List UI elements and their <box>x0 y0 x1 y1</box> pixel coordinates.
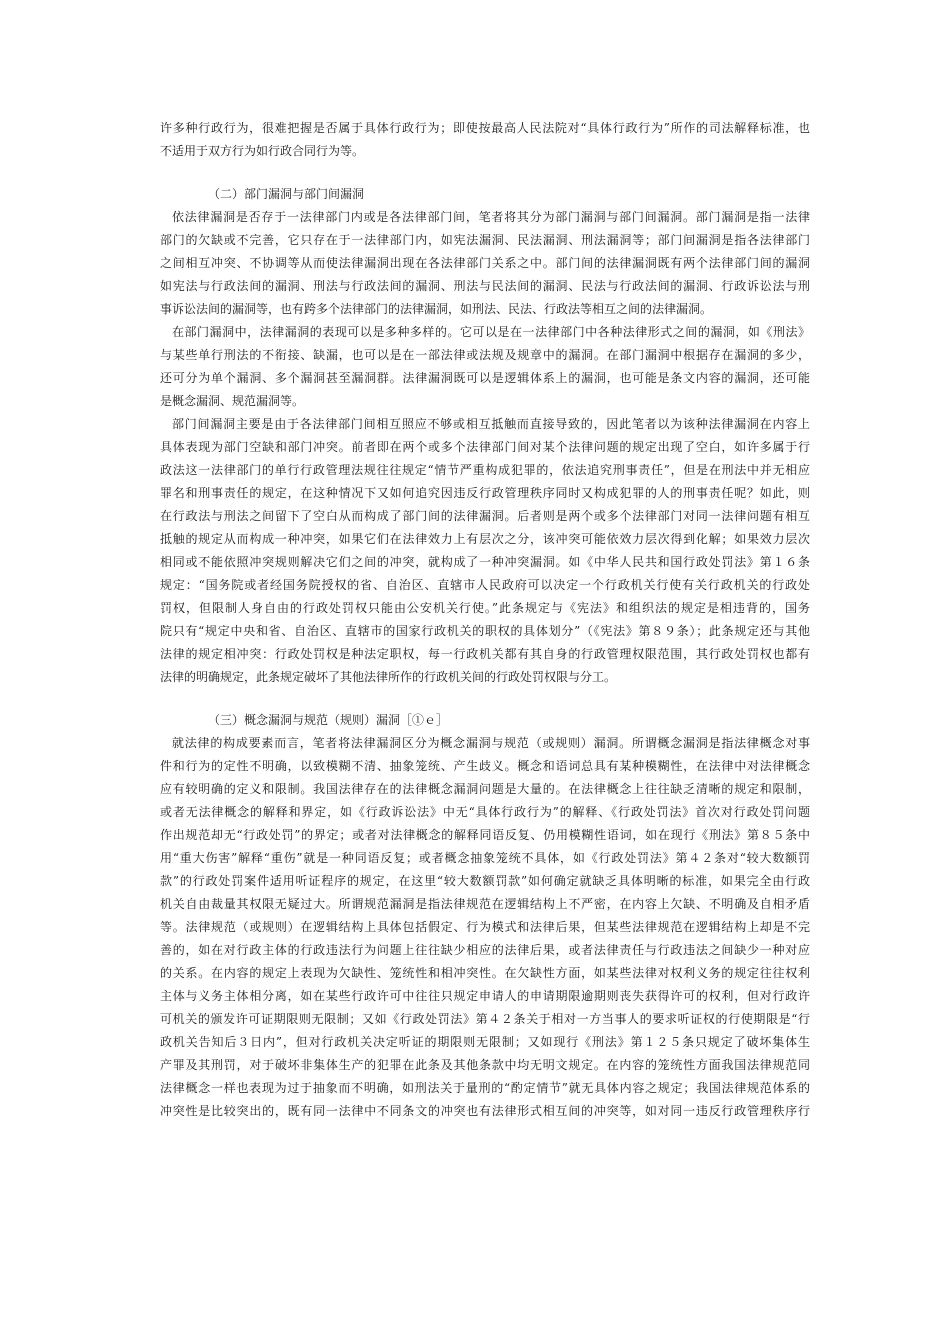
paragraph <box>160 206 810 321</box>
text-line: 部门间漏洞主要是由于各法律部门间相互照应不够或相互抵触而直接导致的，因此笔者以为该种法律漏洞在内容上 <box>172 417 810 431</box>
document-body <box>160 117 810 1123</box>
text-line: 相同或不能依照冲突规则解决它们之间的冲突，就构成了一种冲突漏洞。如《中华人民共和国行政处罚法》第１６条 <box>160 555 810 569</box>
text-line: 依法律漏洞是否存于一法律部门内或是各法律部门间，笔者将其分为部门漏洞与部门间漏洞。部门漏洞是指一法律 <box>172 210 810 224</box>
text-line: 在部门漏洞中，法律漏洞的表现可以是多种多样的。它可以是在一法律部门中各种法律形式之间的漏洞，如《刑法》 <box>172 325 810 339</box>
text-line: 等。法律规范（或规则）在逻辑结构上具体包括假定、行为模式和法律后果，但某些法律规范在逻辑结构上却是不完 <box>160 920 810 934</box>
text-line: 法律的规定相冲突：行政处罚权是种法定职权，每一行政机关都有其自身的行政管理权限范围，其行政处罚权也都有 <box>160 647 810 661</box>
text-line: 产罪及其刑罚，对于破坏非集体生产的犯罪在此条及其他条款中均无明文规定。在内容的笼统性方面我国法律规范同 <box>160 1058 810 1072</box>
text-line: 不适用于双方行为如行政合同行为等。 <box>160 144 365 158</box>
text-line: 院只有“规定中央和省、自治区、直辖市的国家行政机关的职权的具体划分”（《宪法》第８９条）；此条规定还与其他 <box>160 624 810 638</box>
text-line: 具体表现为部门空缺和部门冲突。前者即在两个或多个法律部门间对某个法律问题的规定出现了空白，如许多属于行 <box>160 440 810 454</box>
text-line: 罪名和刑事责任的规定，在这种情况下又如何追究因违反行政管理秩序同时又构成犯罪的人的刑事责任呢？如此，则 <box>160 486 810 500</box>
text-line: 政机关告知后３日内”，但对行政机关决定听证的期限则无限制；又如现行《刑法》第１２５条只规定了破坏集体生 <box>160 1035 810 1049</box>
text-line: 还可分为单个漏洞、多个漏洞甚至漏洞群。法律漏洞既可以是逻辑体系上的漏洞，也可能是条文内容的漏洞，还可能 <box>160 371 810 385</box>
text-line: 机关自由裁量其权限无疑过大。所谓规范漏洞是指法律规范在逻辑结构上不严密，在内容上欠缺、不明确及自相矛盾 <box>160 897 810 911</box>
section-heading: （三）概念漏洞与规范（规则）漏洞［①ｅ］ <box>208 713 449 727</box>
text-line: 善的，如在对行政主体的行政违法行为问题上往往缺少相应的法律后果，或者法律责任与行政违法之间缺少一种对应 <box>160 943 810 957</box>
text-line: 作出规范却无“行政处罚”的界定；或者对法律概念的解释同语反复、仍用模糊性语词，如在现行《刑法》第８５条中 <box>160 828 810 842</box>
paragraph <box>160 321 810 413</box>
text-line: 是概念漏洞、规范漏洞等。 <box>160 394 305 408</box>
text-line: 款”的行政处罚案件适用听证程序的规定，在这里“较大数额罚款”如何确定就缺乏具体明晰的标准，如果完全由行政 <box>160 874 810 888</box>
text-line: 应有较明确的定义和限制。我国法律存在的法律概念漏洞问题是大量的。在法律概念上往往缺乏清晰的规定和限制， <box>160 782 810 796</box>
text-line: 事诉讼法间的漏洞等，也有跨多个法律部门的法律漏洞，如刑法、民法、行政法等相互之间的法律漏洞。 <box>160 302 713 316</box>
text-line: 用“重大伤害”解释“重伤”就是一种同语反复；或者概念抽象笼统不具体，如《行政处罚法》第４２条对“较大数额罚 <box>160 851 810 865</box>
text-line: 之间相互冲突、不协调等从而使法律漏洞出现在各法律部门关系之中。部门间的法律漏洞既有两个法律部门间的漏洞 <box>160 256 810 270</box>
text-line: 主体与义务主体相分离，如在某些行政许可中往往只规定申请人的申请期限逾期则丧失获得许可的权利，但对行政许 <box>160 989 810 1003</box>
text-line: 政法这一法律部门的单行行政管理法规往往规定“情节严重构成犯罪的，依法追究刑事责任”，但是在刑法中并无相应 <box>160 463 810 477</box>
paragraph <box>160 413 810 689</box>
text-line: 罚权，但限制人身自由的行政处罚权只能由公安机关行使。”此条规定与《宪法》和组织法的规定是相违背的，国务 <box>160 601 810 615</box>
text-line: 就法律的构成要素而言，笔者将法律漏洞区分为概念漏洞与规范（或规则）漏洞。所谓概念漏洞是指法律概念对事 <box>172 736 810 750</box>
text-line: 抵触的规定从而构成一种冲突，如果它们在法律效力上有层次之分，该冲突可能依效力层次得到化解；如果效力层次 <box>160 532 810 546</box>
text-line: 与某些单行刑法的不衔接、缺漏，也可以是在一部法律或法规及规章中的漏洞。在部门漏洞中根据存在漏洞的多少， <box>160 348 810 362</box>
text-line: 规定：“国务院或者经国务院授权的省、自治区、直辖市人民政府可以决定一个行政机关行使有关行政机关的行政处 <box>160 578 810 592</box>
text-line: 法律的明确规定，此条规定破坏了其他法律所作的行政机关间的行政处罚权限与分工。 <box>160 670 617 684</box>
text-line: 或者无法律概念的解释和界定，如《行政诉讼法》中无“具体行政行为”的解释、《行政处罚法》首次对行政处罚问题 <box>160 805 810 819</box>
text-line: 冲突性是比较突出的，既有同一法律中不同条文的冲突也有法律形式相互间的冲突等，如对同一违反行政管理秩序行 <box>160 1104 810 1118</box>
section-heading: （二）部门漏洞与部门间漏洞 <box>208 187 365 201</box>
paragraph <box>160 732 810 1123</box>
text-line: 的关系。在内容的规定上表现为欠缺性、笼统性和相冲突性。在欠缺性方面，如某些法律对权利义务的规定往往权利 <box>160 966 810 980</box>
text-line: 在行政法与刑法之间留下了空白从而构成了部门间的法律漏洞。后者则是两个或多个法律部门对同一法律问题有相互 <box>160 509 810 523</box>
text-line: 如宪法与行政法间的漏洞、刑法与行政法间的漏洞、刑法与民法间的漏洞、民法与行政法间的漏洞、行政诉讼法与刑 <box>160 279 810 293</box>
text-line: 许多种行政行为，很难把握是否属于具体行政行为；即使按最高人民法院对“具体行政行为”所作的司法解释标准，也 <box>160 121 810 135</box>
text-line: 部门的欠缺或不完善，它只存在于一法律部门内，如宪法漏洞、民法漏洞、刑法漏洞等；部门间漏洞是指各法律部门 <box>160 233 810 247</box>
text-line: 可机关的颁发许可证期限则无限制；又如《行政处罚法》第４２条关于相对一方当事人的要求听证权的行使期限是“行 <box>160 1012 810 1026</box>
text-line: 法律概念一样也表现为过于抽象而不明确，如刑法关于量刑的“酌定情节”就无具体内容之规定；我国法律规范体系的 <box>160 1081 810 1095</box>
text-line: 件和行为的定性不明确，以致模糊不清、抽象笼统、产生歧义。概念和语词总具有某种模糊性，在法律中对法律概念 <box>160 759 810 773</box>
paragraph <box>160 117 810 163</box>
